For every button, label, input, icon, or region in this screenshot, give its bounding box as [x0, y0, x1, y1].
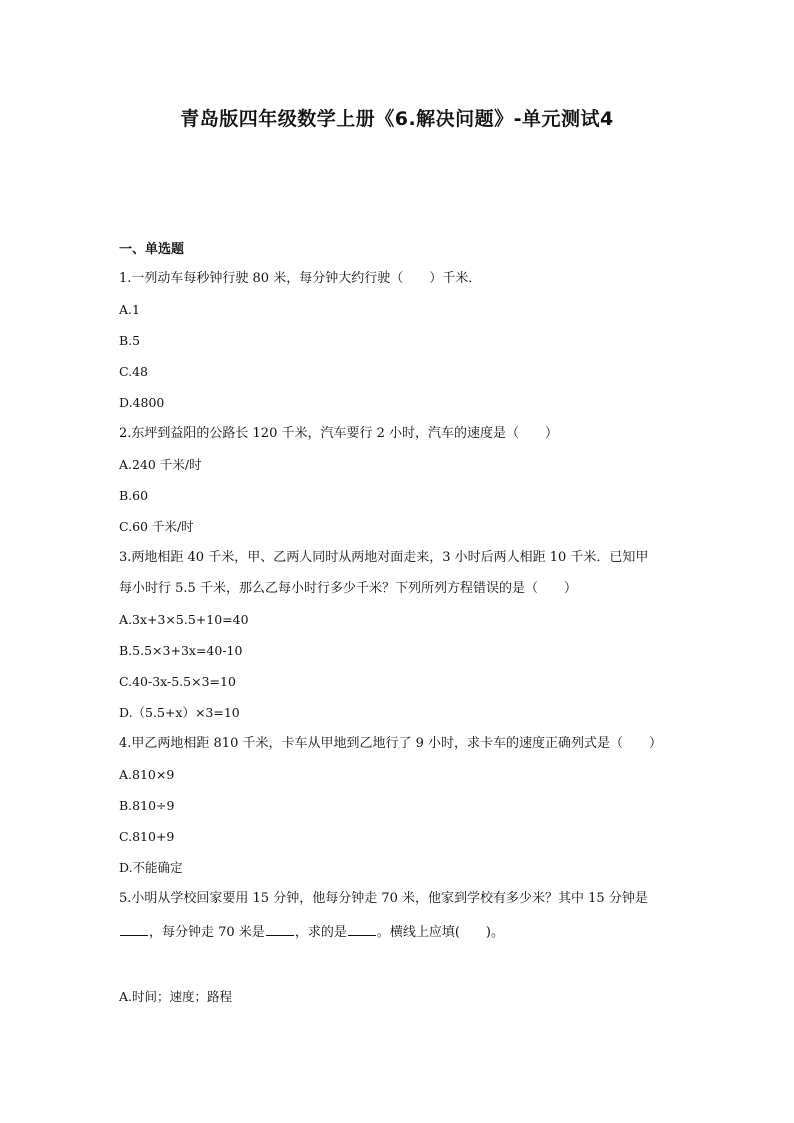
question-3-option-a: A.3x+3×5.5+10=40: [119, 612, 249, 627]
question-1-option-b: B.5: [119, 333, 141, 348]
question-2-option-c: C.60 千米/时: [119, 519, 194, 534]
question-1-option-d: D.4800: [119, 395, 165, 410]
question-1-stem: 1.一列动车每秒钟行驶 80 米，每分钟大约行驶（ ）千米．: [119, 271, 482, 286]
answer-blank: [120, 923, 148, 936]
question-1-option-c: C.48: [119, 364, 148, 379]
question-5-stem-line-1: 5.小明从学校回家要用 15 分钟，他每分钟走 70 米，他家到学校有多少米？其中 15 分钟是: [119, 891, 648, 906]
question-5-text-part-a: ，每分钟走 70 米是: [149, 925, 265, 940]
section-heading: 一、单选题: [119, 242, 185, 257]
question-4-stem: 4.甲乙两地相距 810 千米，卡车从甲地到乙地行了 9 小时，求卡车的速度正确列式是（ ）: [119, 736, 663, 751]
question-5-option-a: A.时间；速度；路程: [119, 989, 233, 1004]
question-3-option-d: D.（5.5+x）×3=10: [119, 705, 240, 720]
question-5-stem-line-2: [119, 917, 504, 948]
question-3-option-c: C.40-3x-5.5×3=10: [119, 674, 236, 689]
question-4-option-a: A.810×9: [119, 767, 175, 782]
question-5-text-part-c: 。横线上应填( )。: [376, 925, 504, 940]
question-2-stem: 2.东坪到益阳的公路长 120 千米，汽车要行 2 小时，汽车的速度是（ ）: [119, 426, 559, 441]
question-5-text-part-b: ，求的是: [294, 925, 347, 940]
question-3-option-b: B.5.5×3+3x=40-10: [119, 643, 243, 658]
question-4-option-c: C.810+9: [119, 829, 175, 844]
question-2-option-b: B.60: [119, 488, 149, 503]
question-3-stem-line-1: 3.两地相距 40 千米，甲、乙两人同时从两地对面走来，3 小时后两人相距 10 千米．已知甲: [119, 550, 649, 565]
question-4-option-b: B.810÷9: [119, 798, 175, 813]
answer-blank: [266, 923, 294, 936]
page-title: 青岛版四年级数学上册《6.解决问题》-单元测试4: [180, 108, 614, 130]
question-4-option-d: D.不能确定: [119, 860, 183, 875]
question-2-option-a: A.240 千米/时: [119, 457, 202, 472]
answer-blank: [348, 923, 376, 936]
question-1-option-a: A.1: [119, 302, 140, 317]
question-3-stem-line-2: 每小时行 5.5 千米，那么乙每小时行多少千米？下列所列方程错误的是（ ）: [119, 581, 577, 596]
